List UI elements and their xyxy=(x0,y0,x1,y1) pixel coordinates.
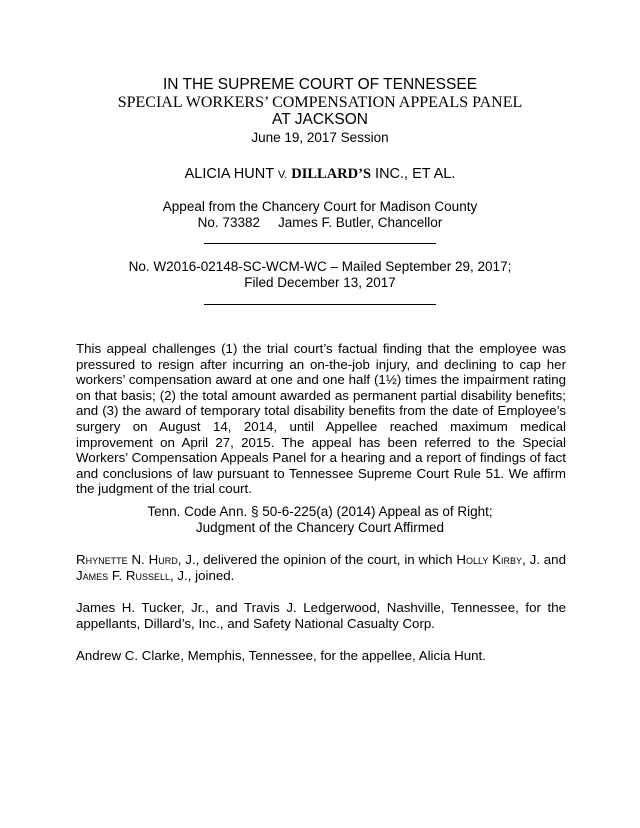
divider-line xyxy=(204,304,436,305)
versus: V. xyxy=(277,169,288,181)
defendant-rest: INC., ET AL. xyxy=(375,166,456,182)
divider-line xyxy=(204,243,436,244)
counsel-appellants: James H. Tucker, Jr., and Travis J. Ledgerwood, Nashville, Tennessee, for the appellants, Dillard’s, Inc., and Safety National Casualty Corp. xyxy=(76,600,566,631)
court-location: AT JACKSON xyxy=(272,111,368,128)
docket-number: No. W2016-02148-SC-WCM-WC – Mailed September 29, 2017; xyxy=(128,259,512,274)
court-heading xyxy=(0,76,640,146)
judgment-result: Judgment of the Chancery Court Affirmed xyxy=(195,520,445,535)
appeal-info xyxy=(0,199,640,230)
court-name: IN THE SUPREME COURT OF TENNESSEE xyxy=(162,76,478,93)
counsel-appellee: Andrew C. Clarke, Memphis, Tennessee, for the appellee, Alicia Hunt. xyxy=(76,648,486,663)
concurring-judge: Holly Kirby xyxy=(456,552,523,567)
docket-info xyxy=(0,259,640,290)
plaintiff-name: ALICIA HUNT xyxy=(184,166,274,182)
disposition xyxy=(0,504,640,536)
trial-case-number: No. 73382 xyxy=(197,214,260,230)
statute-citation: Tenn. Code Ann. § 50-6-225(a) (2014) Appeal as of Right; xyxy=(147,504,493,519)
session-date: June 19, 2017 Session xyxy=(251,129,389,145)
appeal-origin: Appeal from the Chancery Court for Madison County xyxy=(162,199,478,214)
opinion-authorship: Rhynette N. Hurd, J., delivered the opinion of the court, in which Holly Kirby, J. and James F. Russell, J., joined. xyxy=(76,552,566,583)
panel-name: SPECIAL WORKERS’ COMPENSATION APPEALS PANEL xyxy=(117,93,523,111)
author-judge: Rhynette N. Hurd xyxy=(76,552,178,567)
defendant-name: DILLARD’S xyxy=(291,166,372,182)
filed-date: Filed December 13, 2017 xyxy=(244,274,396,290)
case-summary: This appeal challenges (1) the trial court’s factual finding that the employee was pressured to resign after incurring an on-the-job injury, and declining to cap her workers’ compensation award at one and one half (1½) times the impairment rating on that basis; (2) the total amount awarded as permanent partial disability benefits; and (3) the award of temporary total disability benefits from the date of Employee’s surgery on August 14, 2014, until Appellee reached maximum medical improvement on April 27, 2015. The appeal has been referred to the Special Workers’ Compensation Appeals Panel for a hearing and a report of findings of fact and conclusions of law pursuant to Tennessee Supreme Court Rule 51. We affirm the judgment of the trial court. xyxy=(76,341,566,497)
case-caption xyxy=(0,166,640,183)
trial-judge: James F. Butler, Chancellor xyxy=(277,214,443,230)
concurring-judge: James F. Russell xyxy=(76,567,171,583)
